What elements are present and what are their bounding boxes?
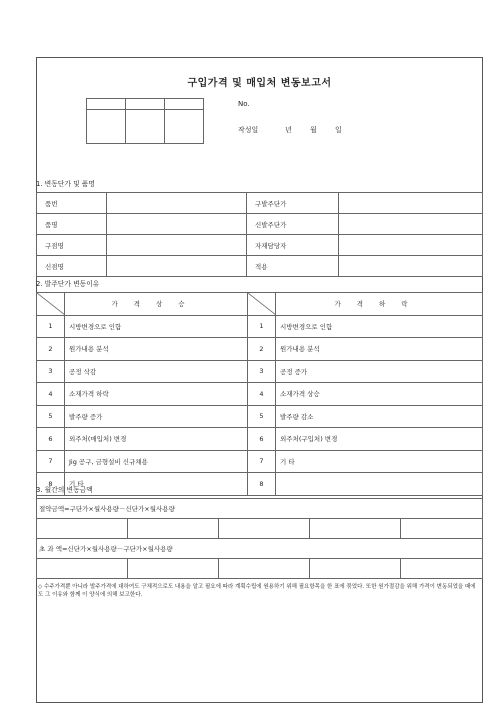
reason-number: 7 — [37, 450, 65, 473]
no-label: No. — [238, 100, 250, 108]
amount-cell[interactable] — [219, 519, 310, 539]
value-cell[interactable] — [339, 193, 483, 214]
reason-number: 1 — [37, 315, 65, 338]
section1-title: 1. 변동단가 및 품명 — [36, 180, 95, 188]
fall-reason[interactable]: 시방변경으로 인함 — [276, 315, 483, 338]
table-row — [37, 539, 483, 559]
amount-cell[interactable] — [401, 519, 483, 539]
diagonal-cell — [37, 293, 65, 316]
monthly-change-table — [36, 498, 483, 579]
table-row — [37, 360, 483, 383]
section3-title: 3. 월간의 변동금액 — [36, 486, 93, 494]
row-label: 신발주단가 — [247, 214, 339, 235]
document-title: 구입가격 및 매입처 변동보고서 — [187, 78, 332, 89]
table-row — [37, 499, 483, 519]
row-label: 품명 — [37, 214, 107, 235]
reason-number: 2 — [37, 338, 65, 361]
row-label: 구점명 — [37, 235, 107, 256]
value-cell[interactable] — [107, 256, 247, 277]
fall-reason[interactable]: 원가내용 분석 — [276, 338, 483, 361]
table-row — [37, 235, 483, 256]
approval-sign-cell[interactable] — [126, 110, 165, 144]
table-row — [37, 519, 483, 539]
reason-number: 1 — [248, 315, 276, 338]
value-cell[interactable] — [107, 235, 247, 256]
rise-header: 가격상승 — [65, 293, 248, 316]
table-row — [37, 450, 483, 473]
row-label: 적용 — [247, 256, 339, 277]
reason-number: 6 — [37, 428, 65, 451]
rise-reason[interactable]: 발주량 증가 — [65, 405, 248, 428]
amount-cell[interactable] — [219, 559, 310, 579]
reason-table — [36, 292, 483, 496]
value-cell[interactable] — [339, 214, 483, 235]
approval-header-cell[interactable] — [126, 99, 165, 110]
rise-reason[interactable]: 공정 삭감 — [65, 360, 248, 383]
row-label: 구발주단가 — [247, 193, 339, 214]
section2-title: 2. 발주단가 변동이유 — [36, 280, 100, 288]
table-row — [37, 559, 483, 579]
amount-cell[interactable] — [128, 559, 219, 579]
amount-cell[interactable] — [37, 559, 128, 579]
rise-reason[interactable]: 소재가격 하락 — [65, 383, 248, 406]
reason-number: 2 — [248, 338, 276, 361]
table-row — [37, 405, 483, 428]
fall-reason[interactable]: 소재가격 상승 — [276, 383, 483, 406]
value-cell[interactable] — [339, 235, 483, 256]
reason-number: 6 — [248, 428, 276, 451]
table-row — [37, 256, 483, 277]
reason-number: 5 — [248, 405, 276, 428]
table-row — [37, 383, 483, 406]
table-header-row — [37, 293, 483, 316]
approval-box — [86, 98, 204, 144]
date-label: 작성일 — [238, 126, 259, 134]
reason-number: 3 — [37, 360, 65, 383]
date-day-unit: 일 — [335, 126, 342, 134]
fall-reason[interactable]: 공정 증가 — [276, 360, 483, 383]
footnote: ◇ 수주가격뿐 아니라 발주가격에 대하여도 구체적으로도 내용을 알고 필요에 따라 계획수립에 원용하기 위해 필요항목을 한 표에 묶었다. 또한 원가절감을 위해 가격이 변동되었을 때에도 그 이유와 함께 이 양식에 의해 보고한다. — [38, 584, 476, 598]
rise-reason[interactable]: 외주처(매입처) 변경 — [65, 428, 248, 451]
amount-cell[interactable] — [37, 519, 128, 539]
rise-reason[interactable]: 시방변경으로 인함 — [65, 315, 248, 338]
fall-reason[interactable]: 발주량 감소 — [276, 405, 483, 428]
table-row — [37, 473, 483, 496]
value-cell[interactable] — [339, 256, 483, 277]
fall-reason[interactable]: 외주처(구입처) 변경 — [276, 428, 483, 451]
price-item-table — [36, 192, 483, 277]
saving-formula: 절약금액=구단가×월사용량－신단가×월사용량 — [37, 499, 483, 519]
amount-cell[interactable] — [310, 559, 401, 579]
reason-number: 4 — [248, 383, 276, 406]
date-year-unit: 년 — [285, 126, 292, 134]
approval-header-cell[interactable] — [87, 99, 126, 110]
diagonal-cell — [248, 293, 276, 316]
table-row — [37, 315, 483, 338]
table-row — [37, 214, 483, 235]
date-month-unit: 월 — [310, 126, 317, 134]
row-label: 신점명 — [37, 256, 107, 277]
amount-cell[interactable] — [401, 559, 483, 579]
approval-header-cell[interactable] — [165, 99, 204, 110]
rise-reason[interactable]: 원가내용 분석 — [65, 338, 248, 361]
row-label: 자재담당자 — [247, 235, 339, 256]
table-row — [37, 428, 483, 451]
approval-sign-cell[interactable] — [87, 110, 126, 144]
value-cell[interactable] — [107, 193, 247, 214]
amount-cell[interactable] — [128, 519, 219, 539]
reason-number: 3 — [248, 360, 276, 383]
reason-number: 7 — [248, 450, 276, 473]
rise-reason[interactable]: 기 타 — [65, 473, 248, 496]
fall-reason[interactable] — [276, 473, 483, 496]
fall-reason[interactable]: 기 타 — [276, 450, 483, 473]
value-cell[interactable] — [107, 214, 247, 235]
amount-cell[interactable] — [310, 519, 401, 539]
approval-sign-cell[interactable] — [165, 110, 204, 144]
table-row — [37, 338, 483, 361]
table-row — [37, 193, 483, 214]
reason-number: 8 — [248, 473, 276, 496]
row-label: 품번 — [37, 193, 107, 214]
reason-number: 8 — [37, 473, 65, 496]
reason-number: 5 — [37, 405, 65, 428]
fall-header: 가격하락 — [276, 293, 483, 316]
excess-formula: 초 과 액=신단가×월사용량－구단가×월사용량 — [37, 539, 483, 559]
rise-reason[interactable]: Jig 공구, 금형설비 신규채용 — [65, 450, 248, 473]
reason-number: 4 — [37, 383, 65, 406]
